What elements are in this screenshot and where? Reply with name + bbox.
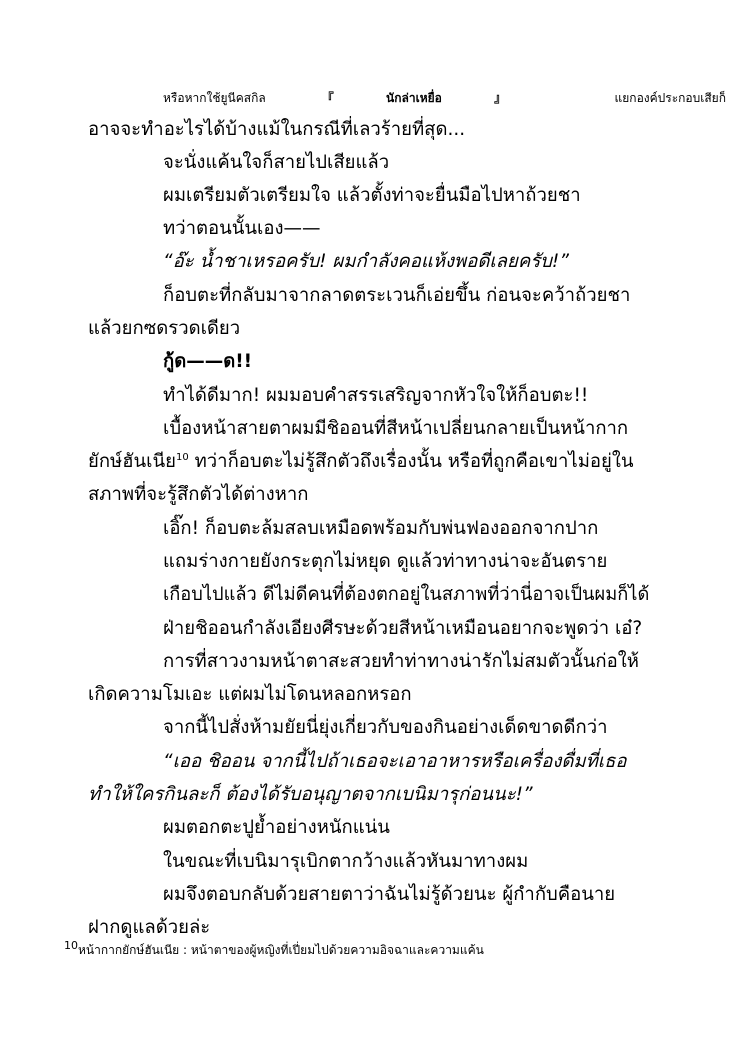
paragraph-line-5: ทว่าตอนนั้นเอง—— — [163, 218, 321, 239]
text-run: แยกองค์ประกอบเสียก็ — [614, 91, 726, 105]
paragraph-line-4: ผมเตรียมตัวเตรียมใจ แล้วตั้งท่าจะยื่นมือไปหาถ้วยชา — [163, 185, 581, 206]
paragraph-line-19: เกิดความโมเอะ แต่ผมไม่โดนหลอกหรอก — [88, 684, 412, 705]
paragraph-line-26: ฝากดูแลด้วยล่ะ — [88, 917, 211, 938]
paragraph-line-10: ทำได้ดีมาก! ผมมอบคำสรรเสริญจากหัวใจให้ก็อบตะ!! — [163, 385, 589, 406]
text-run: หรือหากใช้ยูนีคสกิล — [163, 91, 266, 105]
paragraph-line-13: สภาพที่จะรู้สึกตัวได้ต่างหาก — [88, 484, 309, 505]
paragraph-line-8: แล้วยกซดรวดเดียว — [88, 318, 241, 339]
text-run: ยักษ์ฮันเนีย — [88, 451, 176, 472]
paragraph-line-25: ผมจึงตอบกลับด้วยสายตาว่าฉันไม่รู้ด้วยนะ ผู้กำกับคือนาย — [163, 884, 616, 905]
paragraph-line-17: ฝ่ายชิออนกำลังเอียงศีรษะด้วยสีหน้าเหมือนอยากจะพูดว่า เอ๋? — [163, 618, 643, 639]
paragraph-line-1 — [163, 86, 726, 110]
paragraph-line-24: ในขณะที่เบนิมารุเบิกตากว้างแล้วหันมาทางผม — [163, 851, 529, 872]
footnote-reference: 10 — [175, 451, 189, 463]
paragraph-line-12 — [88, 450, 634, 474]
paragraph-line-15: แถมร่างกายยังกระตุกไม่หยุด ดูแล้วท่าทางน่าจะอันตราย — [163, 551, 608, 572]
skill-name: 『นักล่าเหยื่อ』 — [321, 91, 559, 105]
footnote-text: หน้ากากยักษ์ฮันเนีย : หน้าตาของผู้หญิงที่เปี่ยมไปด้วยความอิจฉาและความแค้น — [78, 943, 484, 957]
paragraph-line-14: เอิ๊ก! ก็อบตะล้มสลบเหมือดพร้อมกับพ่นฟองออกจากปาก — [163, 518, 599, 539]
paragraph-line-18: การที่สาวงามหน้าตาสะสวยทำท่าทางน่ารักไม่สมตัวนั้นก่อให้ — [163, 651, 639, 672]
footnote-number: 10 — [64, 939, 78, 952]
dialogue-line-21: “เออ ชิออน จากนี้ไปถ้าเธอจะเอาอาหารหรือเครื่องดื่มที่เธอ — [163, 751, 627, 772]
paragraph-line-16: เกือบไปแล้ว ดีไม่ดีคนที่ต้องตกอยู่ในสภาพที่ว่านี่อาจเป็นผมก็ได้ — [163, 584, 650, 605]
dialogue-line-6: “อ๊ะ น้ำชาเหรอครับ! ผมกำลังคอแห้งพอดีเลยครับ!” — [163, 251, 569, 272]
dialogue-line-22: ทำให้ใครกินละก็ ต้องได้รับอนุญาตจากเบนิมารุก่อนนะ!” — [88, 784, 533, 805]
footnote — [64, 939, 484, 958]
text-run: ทว่าก็อบตะไม่รู้สึกตัวถึงเรื่องนั้น หรือที่ถูกคือเขาไม่อยู่ใน — [188, 451, 634, 472]
paragraph-line-11: เบื้องหน้าสายตาผมมีชิออนที่สีหน้าเปลี่ยนกลายเป็นหน้ากาก — [163, 418, 629, 439]
paragraph-line-3: จะนั่งแค้นใจก็สายไปเสียแล้ว — [163, 152, 390, 173]
sound-effect-line-9: กู้ด——ด!! — [163, 351, 253, 372]
paragraph-line-2: อาจจะทำอะไรได้บ้างแม้ในกรณีที่เลวร้ายที่สุด... — [88, 119, 466, 140]
paragraph-line-7: ก็อบตะที่กลับมาจากลาดตระเวนก็เอ่ยขึ้น ก่อนจะคว้าถ้วยชา — [163, 285, 631, 306]
paragraph-line-20: จากนี้ไปสั่งห้ามยัยนี่ยุ่งเกี่ยวกับของกินอย่างเด็ดขาดดีกว่า — [163, 717, 608, 738]
paragraph-line-23: ผมตอกตะปูย้ำอย่างหนักแน่น — [163, 817, 390, 838]
